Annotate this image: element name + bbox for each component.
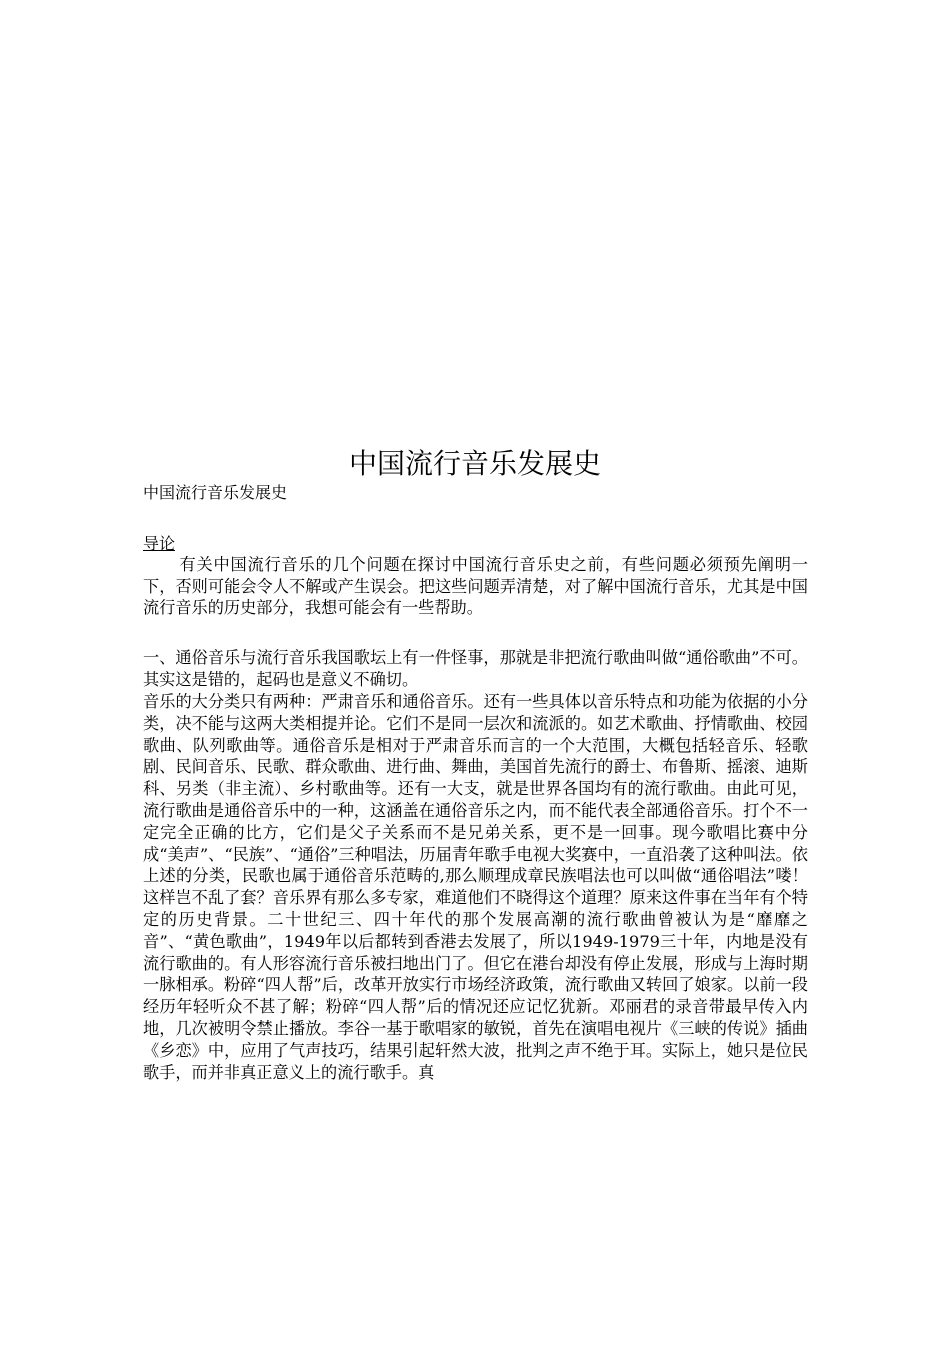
paragraph-classification: 音乐的大分类只有两种：严肃音乐和通俗音乐。还有一些具体以音乐特点和功能为依据的小分类，决不能与这两大类相提并论。它们不是同一层次和流派的。如艺术歌曲、抒情歌曲、校园歌曲、队列歌曲等。通俗音乐是相对于严肃音乐而言的一个大范围，大概包括轻音乐、轻歌剧、民间音乐、民歌、群众歌曲、进行曲、舞曲，美国首先流行的爵士、布鲁斯、摇滚、迪斯科、另类（非主流）、乡村歌曲等。还有一大支，就是世界各国均有的流行歌曲。由此可见，流行歌曲是通俗音乐中的一种，这涵盖在通俗音乐之内，而不能代表全部通俗音乐。打个不一定完全正确的比方，它们是父子关系而不是兄弟关系，更不是一回事。现今歌唱比赛中分成“美声”、“民族”、“通俗”三种唱法，历届青年歌手电视大奖赛中，一直沿袭了这种叫法。依上述的分类，民歌也属于通俗音乐范畴的,那么顺理成章民族唱法也可以叫做“通俗唱法”喽！这样岂不乱了套？音乐界有那么多专家，难道他们不晓得这个道理？原来这件事在当年有个特定的历史背景。二十世纪三、四十年代的那个发展高潮的流行歌曲曾被认为是“靡靡之音”、“黄色歌曲”，1949年以后都转到香港去发展了，所以1949-1979三十年，内地是没有流行歌曲的。有人形容流行音乐被扫地出门了。但它在港台却没有停止发展，形成与上海时期一脉相承。粉碎“四人帮”后，改革开放实行市场经济政策，流行歌曲又转回了娘家。以前一段经历年轻听众不甚了解；粉碎“四人帮”后的情况还应记忆犹新。邓丽君的录音带最早传入内地，几次被明令禁止播放。李谷一基于歌唱家的敏锐，首先在演唱电视片《三峡的传说》插曲《乡恋》中，应用了气声技巧，结果引起轩然大波，批判之声不绝于耳。实际上，她只是位民歌手，而并非真正意义上的流行歌手。真	[143, 692, 808, 1082]
document-title: 中国流行音乐发展史	[348, 447, 601, 480]
section-heading: 导论	[143, 534, 176, 553]
paragraph-intro: 有关中国流行音乐的几个问题在探讨中国流行音乐史之前，有些问题必须预先阐明一下，否则可能会令人不解或产生误会。把这些问题弄清楚，对了解中国流行音乐，尤其是中国流行音乐的历史部分，我想可能会有一些帮助。	[143, 555, 808, 618]
paragraph-section-one: 一、通俗音乐与流行音乐我国歌坛上有一件怪事，那就是非把流行歌曲叫做“通俗歌曲”不可。其实这是错的，起码也是意义不确切。	[143, 648, 808, 689]
document-subtitle: 中国流行音乐发展史	[143, 483, 288, 502]
